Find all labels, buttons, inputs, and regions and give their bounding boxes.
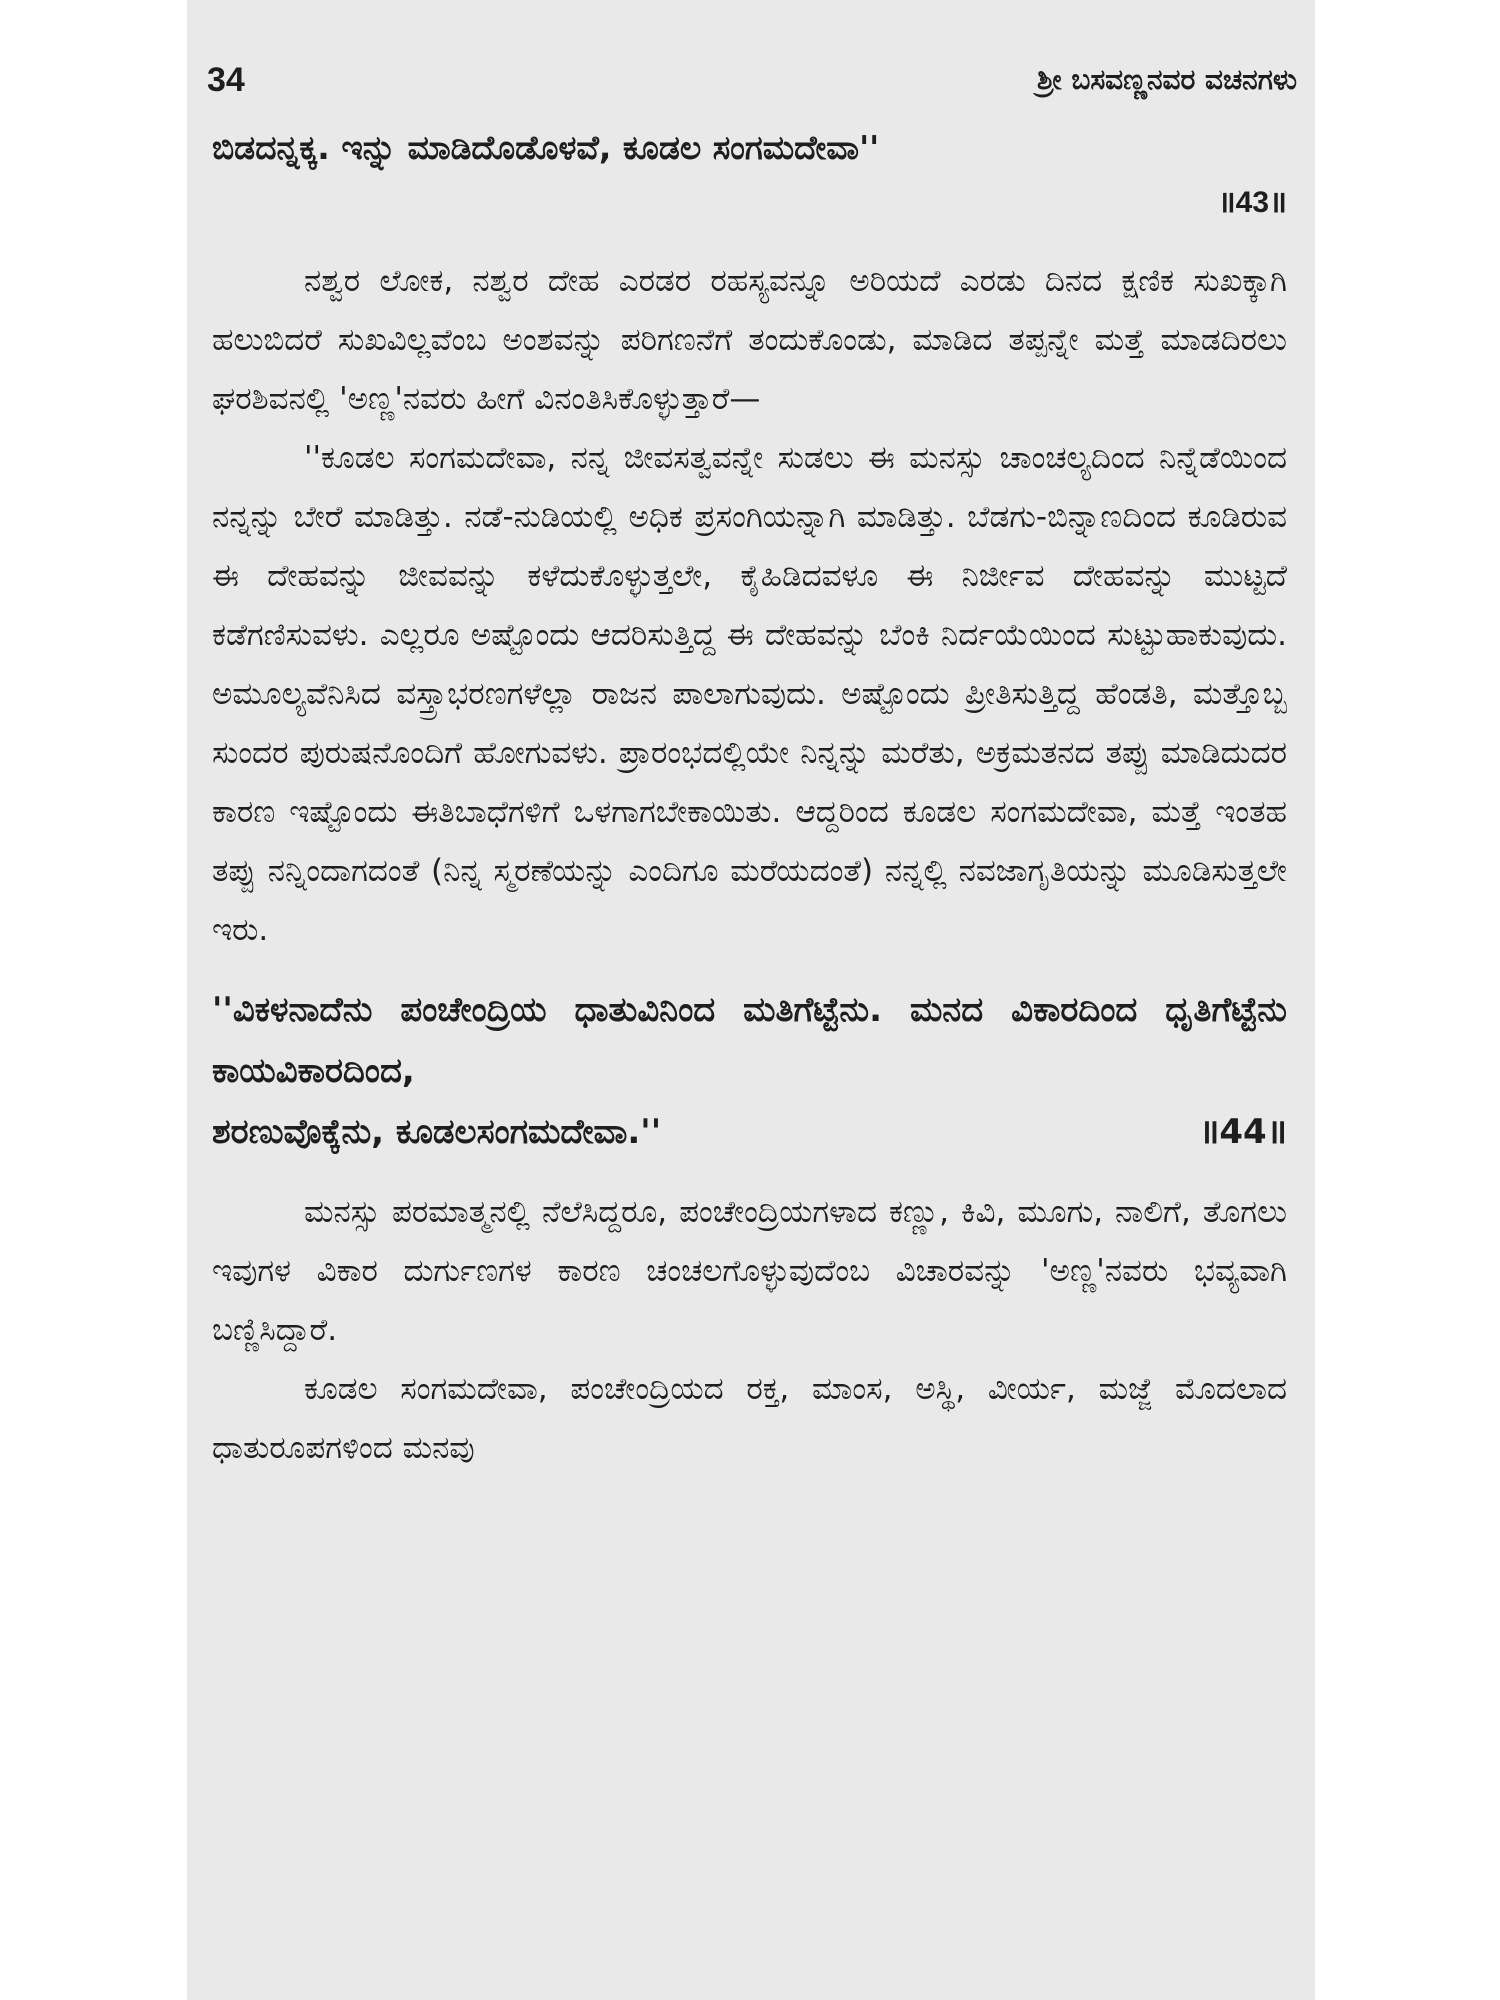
verse-number-43: ॥43॥ xyxy=(1217,186,1287,219)
running-title: ಶ್ರೀ ಬಸವಣ್ಣನವರ ವಚನಗಳು xyxy=(1036,63,1297,96)
paragraph-commentary-1: ನಶ್ವರ ಲೋಕ, ನಶ್ವರ ದೇಹ ಎರಡರ ರಹಸ್ಯವನ್ನೂ ಅರಿಯದೆ ಎರಡು ದಿನದ ಕ್ಷಣಿಕ ಸುಖಕ್ಕಾಗಿ ಹಲುಬಿದರೆ ಸುಖವಿಲ್ಲವೆಂಬ ಅಂಶವನ್ನು ಪರಿಗಣನೆಗೆ ತಂದುಕೊಂಡು, ಮಾಡಿದ ತಪ್ಪನ್ನೇ ಮತ್ತೆ ಮಾಡದಿರಲು ಘರಶಿವನಲ್ಲಿ 'ಅಣ್ಣ'ನವರು ಹೀಗೆ ವಿನಂತಿಸಿಕೊಳ್ಳುತ್ತಾರೆ— xyxy=(212,263,1287,417)
verse-number-44: ॥44॥ xyxy=(1198,1112,1287,1152)
paragraph-commentary-3: ಮನಸ್ಸು ಪರಮಾತ್ಮನಲ್ಲಿ ನೆಲೆಸಿದ್ದರೂ, ಪಂಚೇಂದ್ರಿಯಗಳಾದ ಕಣ್ಣು, ಕಿವಿ, ಮೂಗು, ನಾಲಿಗೆ, ತೊಗಲು ಇವುಗಳ ವಿಕಾರ ದುರ್ಗುಣಗಳ ಕಾರಣ ಚಂಚಲಗೊಳ್ಳುವುದೆಂಬ ವಿಚಾರವನ್ನು 'ಅಣ್ಣ'ನವರು ಭವ್ಯವಾಗಿ ಬಣ್ಣಿಸಿದ್ದಾರೆ. xyxy=(212,1194,1287,1348)
page-number: 34 xyxy=(207,60,245,99)
page-header xyxy=(207,55,1297,105)
page-body xyxy=(212,118,1287,1478)
verse-44: ''ವಿಕಳನಾದೆನು ಪಂಚೇಂದ್ರಿಯ ಧಾತುವಿನಿಂದ ಮತಿಗೆಟ್ಟೆನು. ಮನದ ವಿಕಾರದಿಂದ ಧೃತಿಗೆಟ್ಟೆನು ಕಾಯವಿಕಾರದಿಂದ, xyxy=(212,990,1287,1091)
paragraph-commentary-2: ''ಕೂಡಲ ಸಂಗಮದೇವಾ, ನನ್ನ ಜೀವಸತ್ವವನ್ನೇ ಸುಡಲು ಈ ಮನಸ್ಸು ಚಾಂಚಲ್ಯದಿಂದ ನಿನ್ನೆಡೆಯಿಂದ ನನ್ನನ್ನು ಬೇರೆ ಮಾಡಿತ್ತು. ನಡೆ-ನುಡಿಯಲ್ಲಿ ಅಧಿಕ ಪ್ರಸಂಗಿಯನ್ನಾಗಿ ಮಾಡಿತ್ತು. ಬೆಡಗು-ಬಿನ್ನಾಣದಿಂದ ಕೂಡಿರುವ ಈ ದೇಹವನ್ನು ಜೀವವನ್ನು ಕಳೆದುಕೊಳ್ಳುತ್ತಲೇ, ಕೈಹಿಡಿದವಳೂ ಈ ನಿರ್ಜೀವ ದೇಹವನ್ನು ಮುಟ್ಟದೆ ಕಡೆಗಣಿಸುವಳು. ಎಲ್ಲರೂ ಅಷ್ಟೊಂದು ಆದರಿಸುತ್ತಿದ್ದ ಈ ದೇಹವನ್ನು ಬೆಂಕಿ ನಿರ್ದಯೆಯಿಂದ ಸುಟ್ಟುಹಾಕುವುದು. ಅಮೂಲ್ಯವೆನಿಸಿದ ವಸ್ತ್ರಾಭರಣಗಳೆಲ್ಲಾ ರಾಜನ ಪಾಲಾಗುವುದು. ಅಷ್ಟೊಂದು ಪ್ರೀತಿಸುತ್ತಿದ್ದ ಹೆಂಡತಿ, ಮತ್ತೊಬ್ಬ ಸುಂದರ ಪುರುಷನೊಂದಿಗೆ ಹೋಗುವಳು. ಪ್ರಾರಂಭದಲ್ಲಿಯೇ ನಿನ್ನನ್ನು ಮರೆತು, ಅಕ್ರಮತನದ ತಪ್ಪು ಮಾಡಿದುದರ ಕಾರಣ ಇಷ್ಟೊಂದು ಈತಿಬಾಧೆಗಳಿಗೆ ಒಳಗಾಗಬೇಕಾಯಿತು. ಆದ್ದರಿಂದ ಕೂಡಲ ಸಂಗಮದೇವಾ, ಮತ್ತೆ ಇಂತಹ ತಪ್ಪು ನನ್ನಿಂದಾಗದಂತೆ (ನಿನ್ನ ಸ್ಮರಣೆಯನ್ನು ಎಂದಿಗೂ ಮರೆಯದಂತೆ) ನನ್ನಲ್ಲಿ ನವಜಾಗೃತಿಯನ್ನು ಮೂಡಿಸುತ್ತಲೇ ಇರು. xyxy=(212,440,1287,948)
verse-44-closing: ಶರಣುವೊಕ್ಕೆನು, ಕೂಡಲಸಂಗಮದೇವಾ.'' xyxy=(212,1112,662,1152)
verse-44-last-line xyxy=(212,1102,1287,1163)
verse-43-tail: ಬಿಡದನ್ನಕ್ಕ. ಇನ್ನು ಮಾಡಿದೊಡೊಳವೆ, ಕೂಡಲ ಸಂಗಮದೇವಾ'' xyxy=(212,128,880,167)
paragraph-commentary-4: ಕೂಡಲ ಸಂಗಮದೇವಾ, ಪಂಚೇಂದ್ರಿಯದ ರಕ್ತ, ಮಾಂಸ, ಅಸ್ಥಿ, ವೀರ್ಯ, ಮಜ್ಜೆ ಮೊದಲಾದ ಧಾತುರೂಪಗಳಿಂದ ಮನವು xyxy=(212,1371,1287,1466)
book-page xyxy=(187,0,1315,2000)
